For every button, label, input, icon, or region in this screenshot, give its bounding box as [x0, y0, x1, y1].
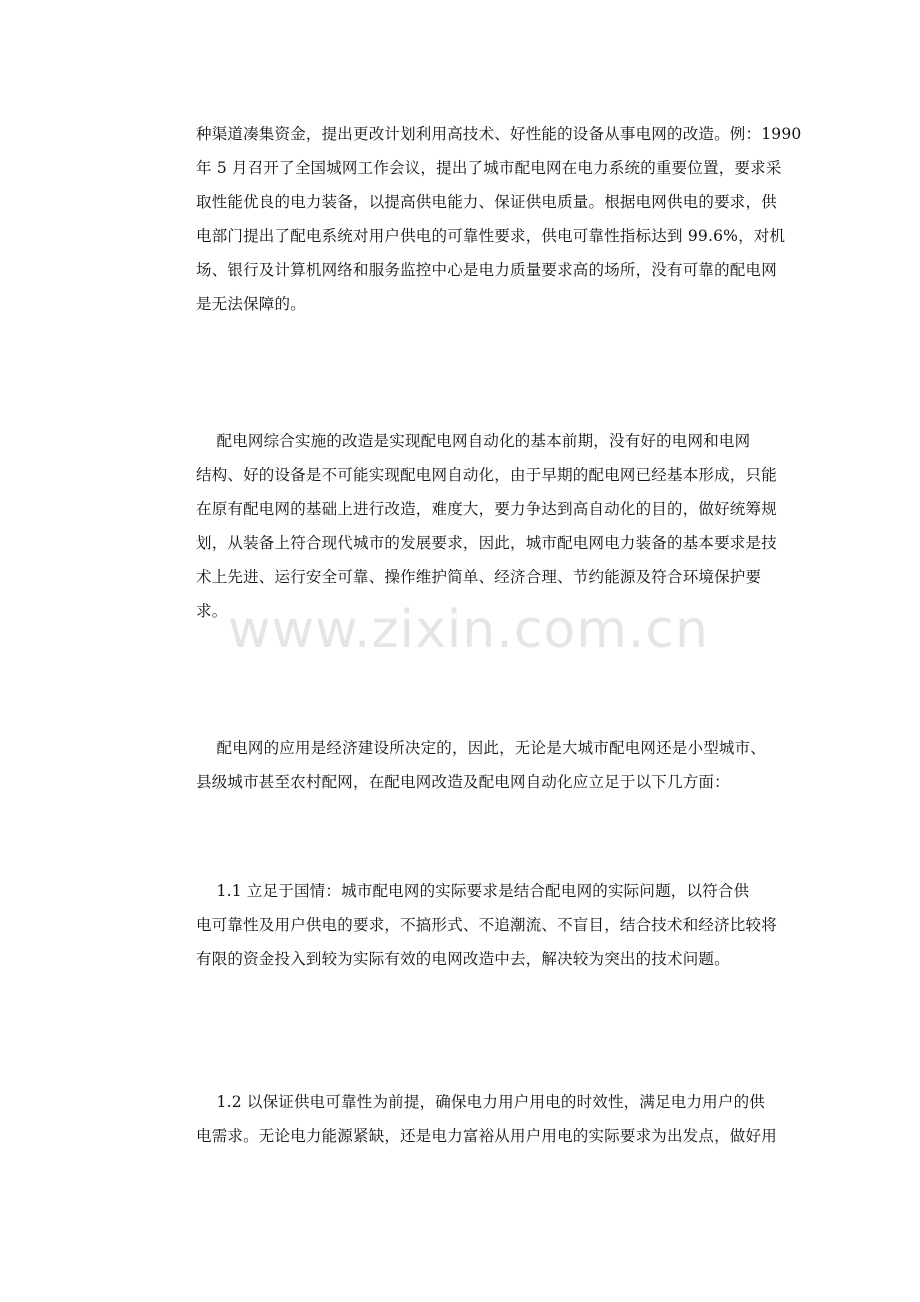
text-line: 场、银行及计算机网络和服务监控中心是电力质量要求高的场所，没有可靠的配电网 — [196, 261, 777, 279]
text-line: 年 5 月召开了全国城网工作会议，提出了城市配电网在电力系统的重要位置，要求采 — [196, 159, 782, 177]
text-line: 电部门提出了配电系统对用户供电的可靠性要求，供电可靠性指标达到 99.6%，对机 — [196, 227, 786, 245]
text-line: 配电网综合实施的改造是实现配电网自动化的基本前期，没有好的电网和电网 — [196, 432, 751, 450]
watermark: www.zixin.com.cn — [228, 600, 709, 660]
text-line: 在原有配电网的基础上进行改造，难度大，要力争达到高自动化的目的，做好统筹规 — [196, 500, 777, 518]
text-line: 电需求。无论电力能源紧缺，还是电力富裕从用户用电的实际要求为出发点，做好用 — [196, 1127, 777, 1145]
text-line: 县级城市甚至农村配网，在配电网改造及配电网自动化应立足于以下几方面： — [196, 773, 730, 791]
paragraph-renovation — [196, 424, 796, 628]
text-line: 1.2 以保证供电可靠性为前提，确保电力用户用电的时效性，满足电力用户的供 — [196, 1093, 765, 1111]
text-line: 配电网的应用是经济建设所决定的，因此，无论是大城市配电网还是小型城市、 — [196, 739, 767, 757]
text-line: 取性能优良的电力装备，以提高供电能力、保证供电质量。根据电网供电的要求，供 — [196, 193, 777, 211]
text-line: 是无法保障的。 — [196, 295, 306, 313]
text-line: 电可靠性及用户供电的要求，不搞形式、不追潮流、不盲目，结合技术和经济比较将 — [196, 916, 777, 934]
paragraph-funding — [196, 117, 802, 321]
text-line: 1.1 立足于国情：城市配电网的实际要求是结合配电网的实际问题，以符合供 — [196, 882, 750, 900]
text-line: 求。 — [196, 602, 228, 620]
paragraph-application — [196, 731, 796, 799]
text-line: 结构、好的设备是不可能实现配电网自动化，由于早期的配电网已经基本形成，只能 — [196, 466, 777, 484]
paragraph-section-1-2 — [196, 1085, 796, 1153]
text-line: 划，从装备上符合现代城市的发展要求，因此，城市配电网电力装备的基本要求是技 — [196, 534, 777, 552]
text-line: 有限的资金投入到较为实际有效的电网改造中去，解决较为突出的技术问题。 — [196, 950, 730, 968]
text-line: 术上先进、运行安全可靠、操作维护简单、经济合理、节约能源及符合环境保护要 — [196, 568, 762, 586]
paragraph-section-1-1 — [196, 874, 796, 976]
text-line: 种渠道凑集资金，提出更改计划利用高技术、好性能的设备从事电网的改造。例：1990 — [196, 125, 802, 143]
